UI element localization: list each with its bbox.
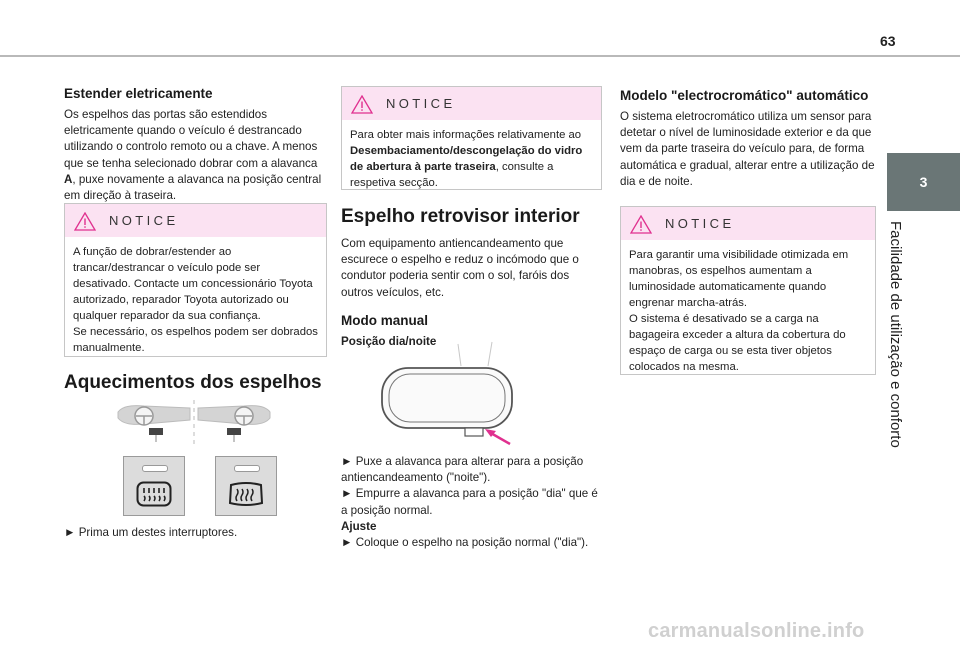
notice-box	[341, 86, 602, 190]
section-heading: Modelo "electrocromático" automático	[620, 88, 869, 103]
rearview-mirror-icon	[378, 338, 518, 446]
chapter-title	[887, 221, 919, 461]
steps	[341, 454, 603, 551]
subheading: Posição dia/noite	[341, 334, 437, 348]
mirror-heater-switch[interactable]	[123, 456, 185, 516]
rear-defrost-icon	[228, 481, 264, 507]
rear-window-defrost-switch[interactable]	[215, 456, 277, 516]
warning-triangle-icon	[74, 212, 96, 231]
paragraph: Os espelhos das portas são estendidos eletricamente quando o veículo é destrancado utilizando o controlo remoto ou a chave. A menos que se tenha selecionado dobrar com a alavanca A, puxe novamente a alavanca na posição central em direção à traseira.	[64, 108, 322, 203]
section-heading: Estender eletricamente	[64, 86, 213, 101]
chapter-tab[interactable]: 3	[887, 153, 960, 211]
column-3	[620, 86, 878, 190]
notice-text-part: , consulte a respetiva secção.	[350, 161, 554, 189]
column-2	[341, 206, 603, 350]
notice-header	[621, 207, 875, 240]
notice-text-bold: Desembaciamento/descongelação do vidro de abertura à parte traseira	[350, 145, 583, 173]
paragraph: Com equipamento antiencandeamento que escurece o espelho e reduz o incómodo que o condutor poderia sentir com o sol, faróis dos outros veículos, etc.	[341, 237, 579, 299]
page-number: 63	[880, 33, 896, 49]
notice-text-part: Para obter mais informações relativamente ao	[350, 129, 582, 141]
notice-title: NOTICE	[109, 213, 179, 228]
notice-box	[64, 203, 327, 357]
instruction-wrap	[64, 525, 326, 541]
warning-triangle-icon	[351, 95, 373, 114]
notice-box	[620, 206, 876, 375]
switch-indicator	[142, 465, 168, 472]
step-text: ► Coloque o espelho na posição normal ("dia").	[341, 536, 589, 550]
column-1	[64, 86, 326, 204]
notice-text: Para garantir uma visibilidade otimizada em manobras, os espelhos aumentam a luminosidade automaticamente quando engrenar marcha-atrás. O sistema é desativado se a carga na bagageira exceder a altura da cobertura do espaço de carga ou se esta tiver objetos colocados na mesma.	[629, 249, 849, 373]
mirror-heater-icon	[114, 398, 274, 446]
adjust-label: Ajuste	[341, 519, 377, 533]
warning-triangle-icon	[630, 215, 652, 234]
section-heading: Espelho retrovisor interior	[341, 206, 580, 227]
instruction-text: ► Prima um destes interruptores.	[64, 526, 238, 539]
paragraph: O sistema eletrocromático utiliza um sensor para detetar o nível de luminosidade exterior e da que vem da parte traseira do veículo para, de forma automática e gradual, alterar entre a utilização de dia e de noite.	[620, 110, 875, 188]
section-heading: Modo manual	[341, 312, 428, 328]
header-rule	[0, 55, 960, 57]
notice-text	[342, 120, 601, 197]
notice-title: NOTICE	[386, 96, 456, 111]
section-heading: Aquecimentos dos espelhos	[64, 372, 322, 393]
notice-text: A função de dobrar/estender ao trancar/destrancar o veículo pode ser desativado. Contacte um concessionário Toyota autorizado, reparador Toyota autorizado ou qualquer reparador da sua confiança. Se necessário, os espelhos podem ser dobrados manualmente.	[73, 246, 318, 354]
heating-heading-wrap	[64, 372, 334, 394]
step-text: ► Puxe a alavanca para alterar para a posição antiencandeamento ("noite").	[341, 455, 584, 485]
notice-title: NOTICE	[665, 216, 735, 231]
notice-header	[65, 204, 326, 237]
step-text: ► Empurre a alavanca para a posição "dia" que é a posição normal.	[341, 487, 598, 517]
chapter-title-text: Facilidade de utilização e conforto	[887, 221, 904, 448]
rear-defrost-icon	[136, 481, 172, 507]
watermark: carmanualsonline.info	[648, 620, 865, 642]
notice-header	[342, 87, 601, 120]
switch-indicator	[234, 465, 260, 472]
